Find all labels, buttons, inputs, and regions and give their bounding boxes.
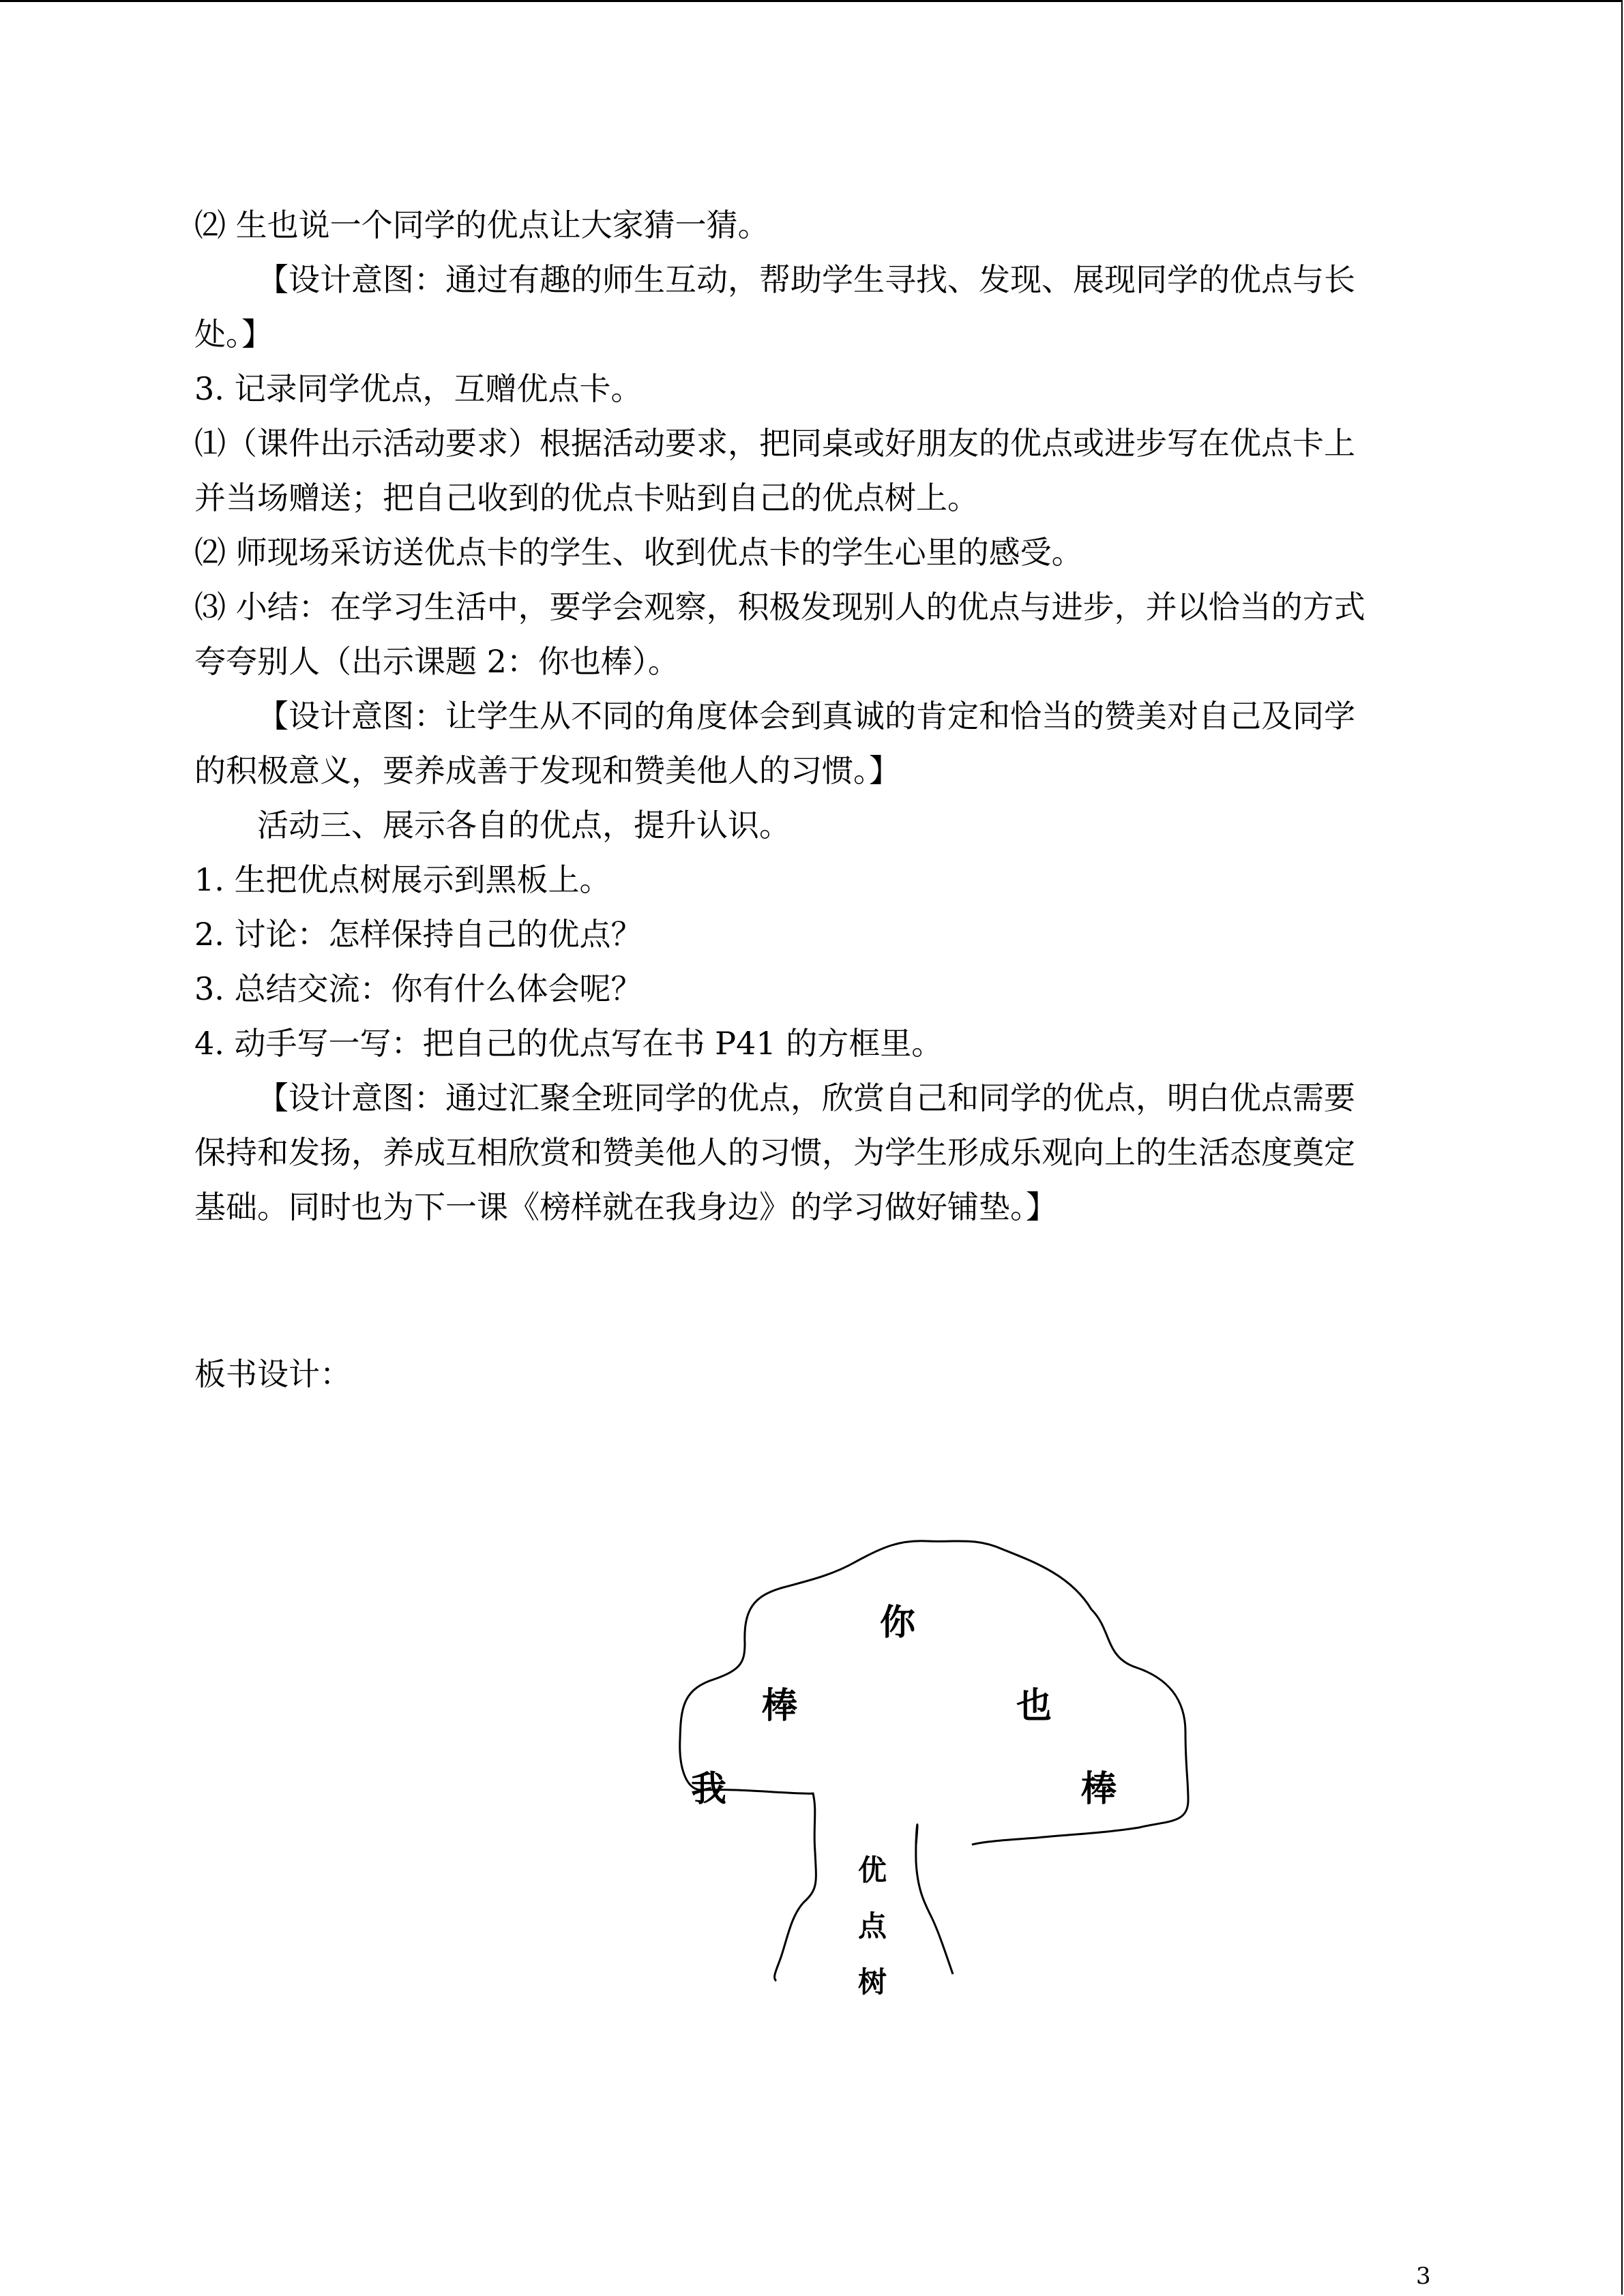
- text-line: 2. 讨论：怎样保持自己的优点？: [194, 916, 643, 953]
- text-line: 的积极意义，要养成善于发现和赞美他人的习惯。】: [194, 752, 900, 789]
- crown-char-ye: 也: [1016, 1686, 1052, 1727]
- crown-char-ni: 你: [880, 1602, 916, 1643]
- text-line: 并当场赠送；把自己收到的优点卡贴到自己的优点树上。: [194, 479, 979, 516]
- text-line: 处。】: [194, 316, 273, 353]
- trunk-char-dian: 点: [858, 1909, 887, 1943]
- trunk-char-you: 优: [858, 1853, 887, 1887]
- crown-char-wo: 我: [691, 1769, 727, 1810]
- page-number: 3: [1416, 2263, 1431, 2290]
- text-line: ⑴（课件出示活动要求）根据活动要求，把同桌或好朋友的优点或进步写在优点卡上: [194, 425, 1355, 462]
- trunk-char-shu: 树: [858, 1965, 887, 1999]
- crown-char-bang-left: 棒: [762, 1686, 798, 1727]
- merit-tree-diagram: [600, 1534, 1214, 2066]
- text-line: ⑵ 师现场采访送优点卡的学生、收到优点卡的学生心里的感受。: [194, 534, 1083, 571]
- text-line: 【设计意图：让学生从不同的角度体会到真诚的肯定和恰当的赞美对自己及同学: [257, 698, 1355, 734]
- text-line: 3. 记录同学优点，互赠优点卡。: [194, 370, 643, 407]
- tree-trunk-left: [775, 1852, 816, 1981]
- text-line: 4. 动手写一写：把自己的优点写在书 P41 的方框里。: [194, 1025, 943, 1062]
- text-line: 保持和发扬，养成互相欣赏和赞美他人的习惯，为学生形成乐观向上的生活态度奠定: [194, 1134, 1355, 1171]
- crown-char-bang-right: 棒: [1081, 1769, 1117, 1810]
- text-line: 基础。同时也为下一课《榜样就在我身边》的学习做好铺垫。】: [194, 1189, 1057, 1225]
- document-body: [194, 198, 1443, 1234]
- text-line: 3. 总结交流：你有什么体会呢？: [194, 970, 643, 1007]
- text-line: 夸夸别人（出示课题 2：你也棒）。: [194, 643, 679, 680]
- text-line: ⑵ 生也说一个同学的优点让大家猜一猜。: [194, 207, 769, 243]
- text-line: ⑶ 小结：在学习生活中，要学会观察，积极发现别人的优点与进步，并以恰当的方式: [194, 588, 1365, 625]
- text-line: 【设计意图：通过汇聚全班同学的优点，欣赏自己和同学的优点，明白优点需要: [257, 1079, 1355, 1116]
- tree-trunk-right: [916, 1825, 953, 1974]
- text-line: 1. 生把优点树展示到黑板上。: [194, 861, 611, 898]
- board-design-heading: 板书设计：: [194, 1356, 351, 1392]
- text-line: 活动三、展示各自的优点，提升认识。: [257, 807, 791, 844]
- text-line: 【设计意图：通过有趣的师生互动，帮助学生寻找、发现、展现同学的优点与长: [257, 261, 1355, 298]
